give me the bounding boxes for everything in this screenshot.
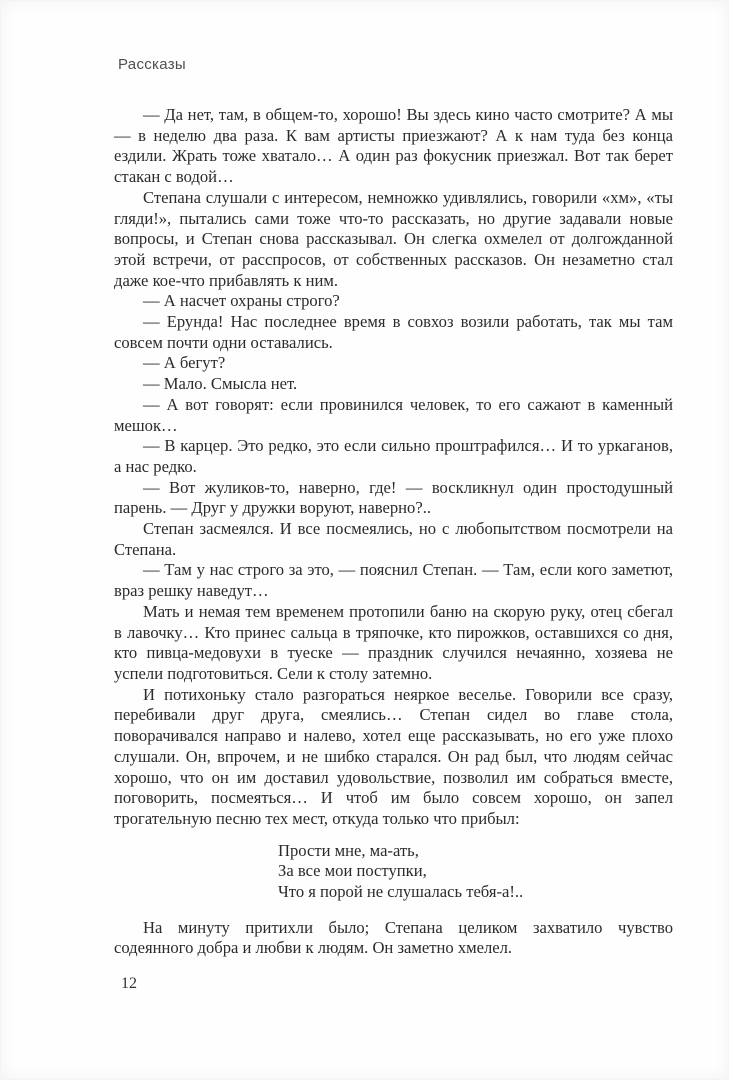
paragraph: — Мало. Смысла нет. <box>143 374 298 394</box>
paragraph: — А бегут? <box>143 353 226 373</box>
text-column <box>114 105 673 959</box>
paragraph: И потихоньку стало разгораться неяркое веселье. Говорили все сразу, перебивали друг друга, смеялись… Степан сидел во главе стола, поворачивался направо и налево, хотел еще рассказывать, но его уже плохо слушали. Он, впрочем, и не шибко старался. Он рад был, что людям сейчас хорошо, что он им доставил удовольствие, позволил им собраться вместе, поговорить, посмеяться… И чтоб им было совсем хорошо, он запел трогательную песню тех мест, откуда только что прибыл: <box>114 684 673 828</box>
verse-block <box>278 841 673 903</box>
page-number: 12 <box>121 975 137 992</box>
paragraph: Мать и немая тем временем протопили баню на скорую руку, отец сбегал в лавочку… Кто принес сальца в тряпочке, кто пирожков, оставшихся со дня, кто пивца-медовухи в туеске — праздник случился нечаянно, хозяева не успели подготовиться. Сели к столу затемно. <box>114 601 673 683</box>
paragraph: — Да нет, там, в общем-то, хорошо! Вы здесь кино часто смотрите? А мы — в неделю два раза. К вам артисты приезжают? А к нам туда без конца ездили. Жрать тоже хватало… А один раз фокусник приезжал. Вот так берет стакан с водой… <box>114 105 673 187</box>
running-header: Рассказы <box>118 56 186 73</box>
closing-paragraph: На минуту притихли было; Степана целиком захватило чувство содеянного добра и любви к людям. Он заметно хмелел. <box>114 917 673 958</box>
paragraph: — А вот говорят: если провинился человек, то его сажают в каменный мешок… <box>114 394 673 435</box>
verse-line: За все мои поступки, <box>278 861 427 881</box>
verse-line: Прости мне, ма-ать, <box>278 840 419 860</box>
paragraph: Степан засмеялся. И все посмеялись, но с любопытством посмотрели на Степана. <box>114 519 673 559</box>
paragraph: — В карцер. Это редко, это если сильно проштрафился… И то уркаганов, а нас редко. <box>114 436 673 476</box>
paragraph: — А насчет охраны строго? <box>143 291 340 311</box>
paragraph: — Там у нас строго за это, — пояснил Степан. — Там, если кого заметют, враз решку наведут… <box>114 560 673 601</box>
paragraph: Степана слушали с интересом, немножко удивлялись, говорили «хм», «ты гляди!», пытались сами тоже что-то рассказать, но другие задавали новые вопросы, и Степан снова рассказывал. Он слегка охмелел от долгожданной этой встречи, от расспросов, от собственных рассказов. Он незаметно стал даже кое-что прибавлять к ним. <box>114 187 673 290</box>
verse-line: Что я порой не слушалась тебя-а!.. <box>278 882 524 902</box>
paragraph: — Ерунда! Нас последнее время в совхоз возили работать, так мы там совсем почти одни оставались. <box>114 312 673 352</box>
paragraph: — Вот жуликов-то, наверно, где! — воскликнул один простодушный парень. — Друг у дружки воруют, наверно?.. <box>114 477 673 518</box>
